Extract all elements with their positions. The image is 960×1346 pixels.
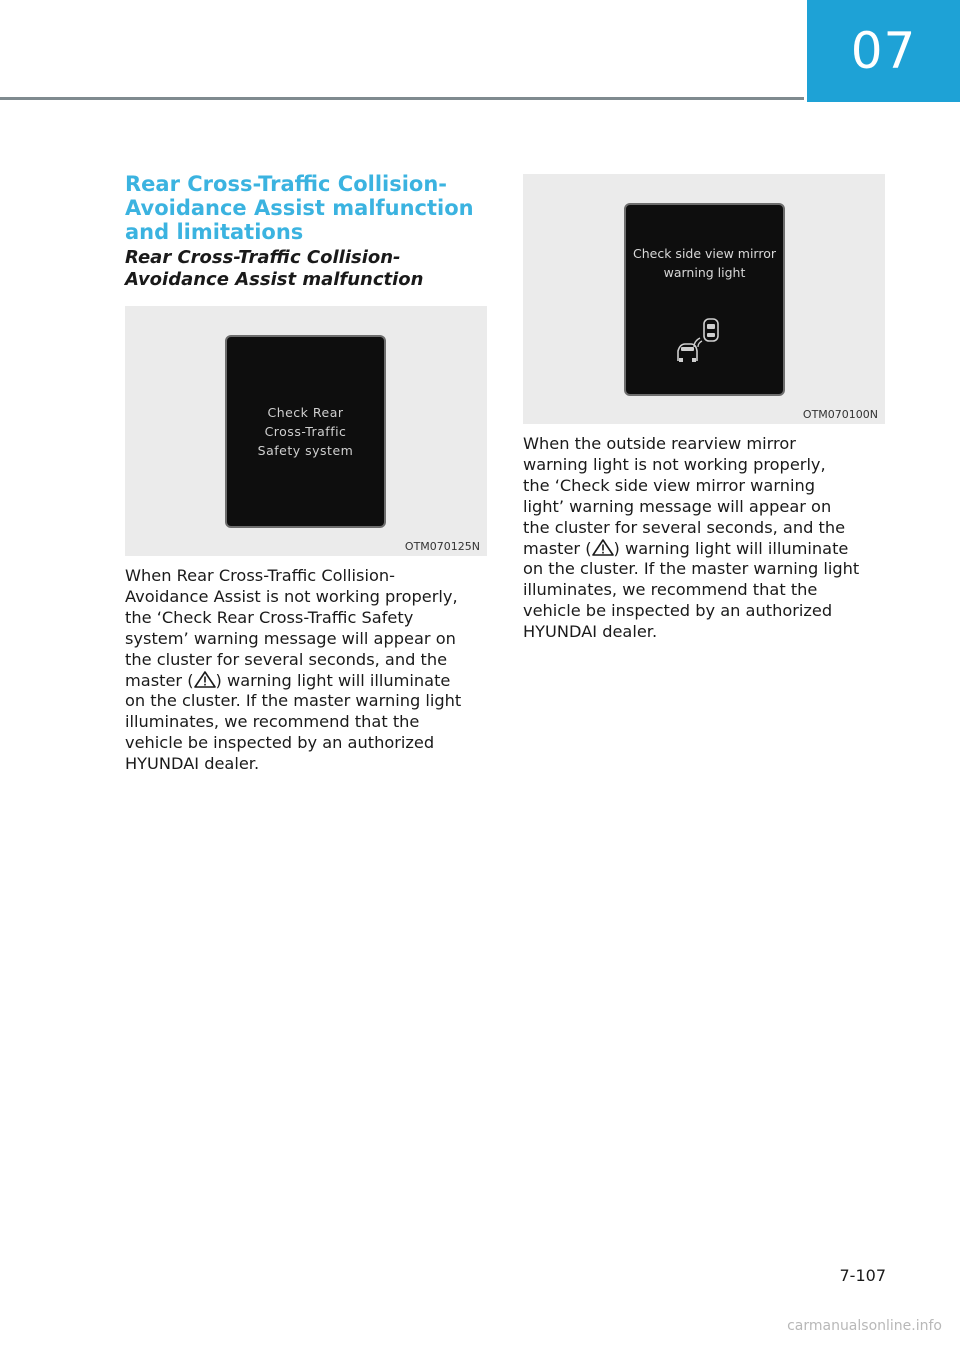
car-sensor-icon bbox=[676, 315, 726, 367]
cluster-screen bbox=[225, 335, 386, 528]
cluster-message: Check side view mirror warning light bbox=[633, 246, 776, 280]
cluster-message: Check Rear Cross-Traffic Safety system bbox=[257, 405, 354, 458]
page-number: 7-107 bbox=[839, 1266, 886, 1285]
cluster-screen bbox=[624, 203, 785, 396]
body-paragraph: When Rear Cross-Traffic Collision- Avoidance Assist is not working properly, the ‘Check Rear Cross-Traffic Safety system’ warning message will appear on the cluster for several seconds, and the master ( ) warning light will illuminate on the cluster. If the master warning light illuminates, we recommend that the vehicle be inspected by an authorized HYUNDAI dealer. bbox=[125, 566, 462, 774]
figure-side-mirror bbox=[523, 174, 885, 424]
subsection-title: Rear Cross-Traffic Collision- Avoidance Assist malfunction bbox=[125, 247, 424, 290]
section-title: Rear Cross-Traffic Collision- Avoidance Assist malfunction and limitations bbox=[125, 172, 474, 244]
watermark: carmanualsonline.info bbox=[787, 1318, 942, 1334]
right-column bbox=[523, 174, 885, 643]
figure-code: OTM070125N bbox=[404, 540, 480, 553]
left-column bbox=[125, 172, 487, 775]
chapter-tab bbox=[807, 0, 960, 102]
header-rule bbox=[0, 97, 804, 100]
figure-rear-cross-traffic bbox=[125, 306, 487, 556]
warning-triangle-icon bbox=[592, 539, 614, 556]
chapter-number: 07 bbox=[850, 22, 917, 80]
body-paragraph: When the outside rearview mirror warning light is not working properly, the ‘Check side view mirror warning light’ warning message will appear on the cluster for several seconds, and the master ( ) warning light will illuminate on the cluster. If the master warning light illuminates, we recommend that the vehicle be inspected by an authorized HYUNDAI dealer. bbox=[523, 434, 860, 642]
figure-code: OTM070100N bbox=[802, 408, 878, 421]
warning-triangle-icon bbox=[194, 671, 216, 688]
